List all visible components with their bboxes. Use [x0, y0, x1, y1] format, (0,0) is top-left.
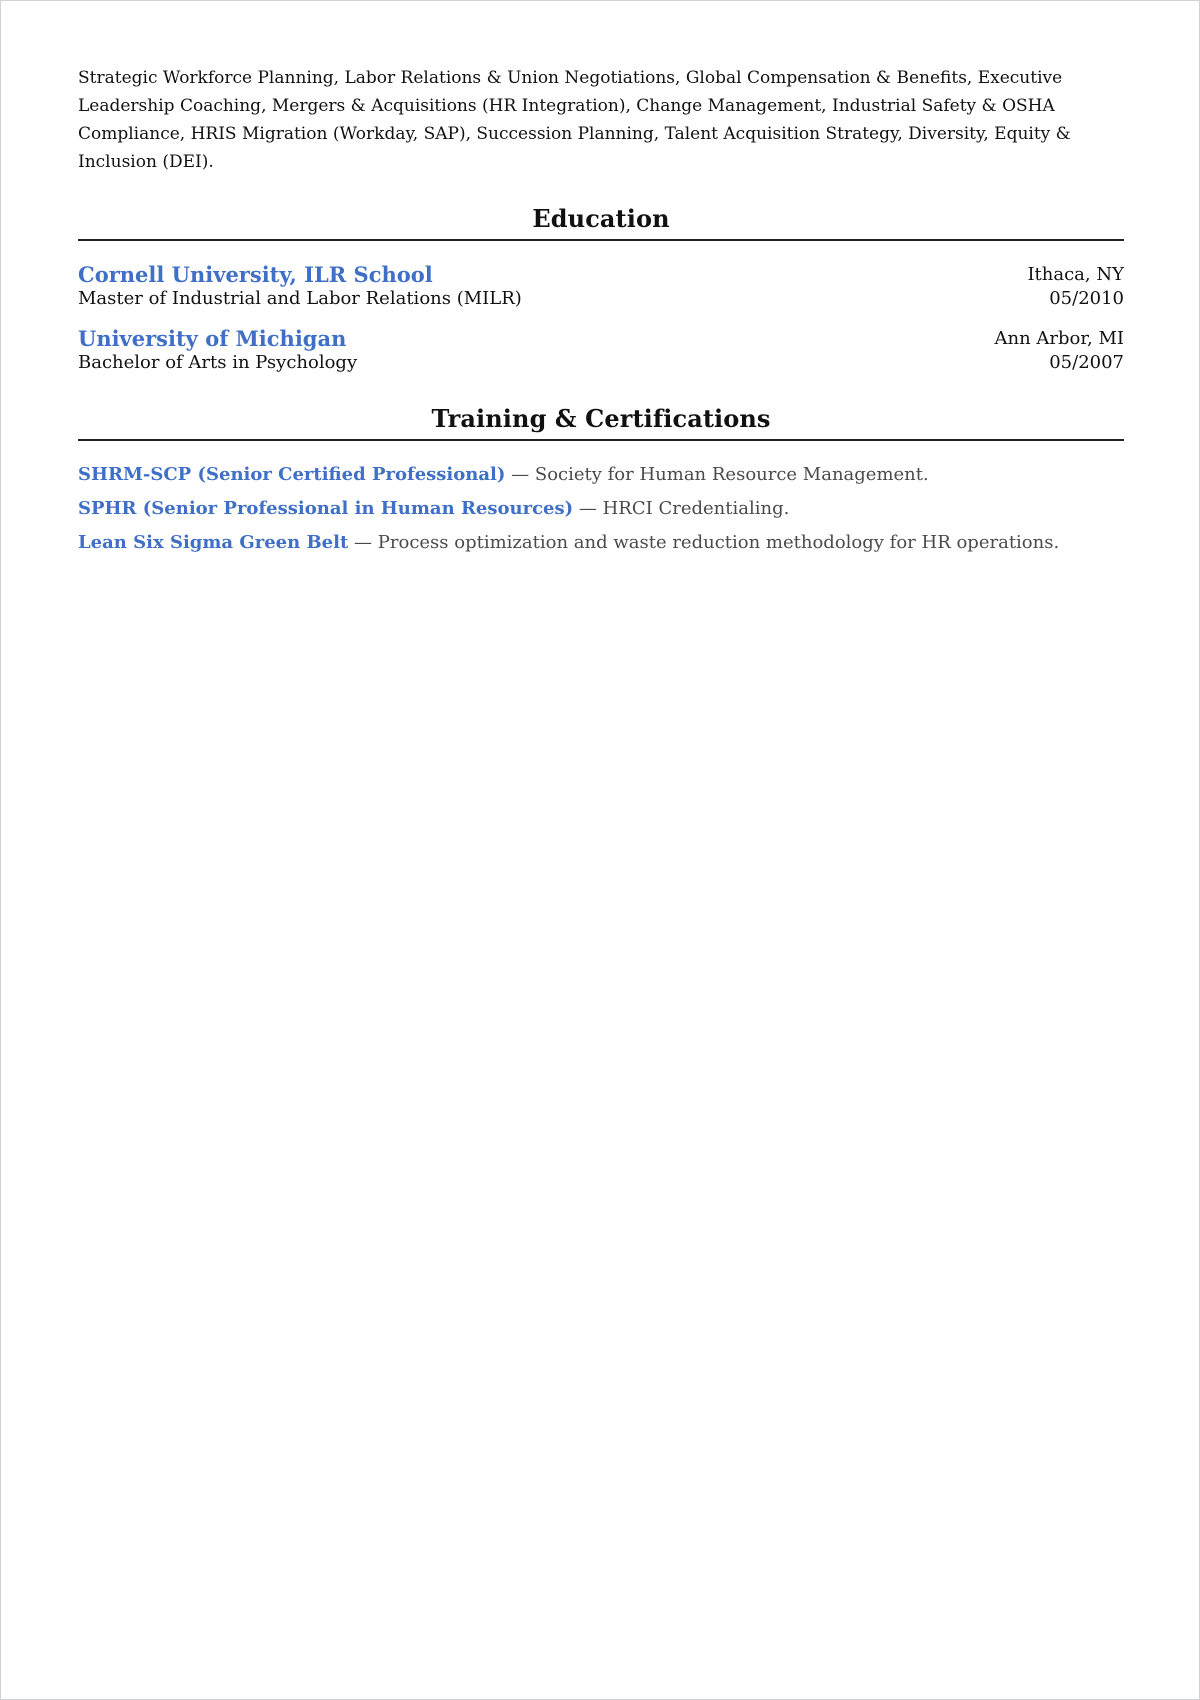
graduation-date: 05/2010 — [1049, 288, 1124, 309]
certifications-heading: Training & Certifications — [78, 404, 1124, 441]
certifications-list — [78, 463, 1124, 555]
certification-description: Society for Human Resource Management. — [534, 464, 929, 485]
certification-name: SHRM-SCP (Senior Certified Professional) — [78, 464, 506, 485]
education-entry — [78, 325, 1124, 374]
separator-dash: — — [578, 498, 597, 519]
education-heading: Education — [78, 204, 1124, 241]
school-name: University of Michigan — [78, 326, 347, 351]
education-entry — [78, 261, 1124, 310]
skills-summary: Strategic Workforce Planning, Labor Relations & Union Negotiations, Global Compensation & Benefits, Executive Leadership Coaching, Mergers & Acquisitions (HR Integration), Change Management, Industrial Safety & OSHA Compliance, HRIS Migration (Workday, SAP), Succession Planning, Talent Acquisition Strategy, Diversity, Equity & Inclusion (DEI). — [78, 68, 1071, 172]
certification-item — [78, 497, 1124, 521]
certification-name: Lean Six Sigma Green Belt — [78, 532, 349, 553]
certification-description: HRCI Credentialing. — [602, 498, 790, 519]
education-list — [78, 261, 1124, 374]
school-name: Cornell University, ILR School — [78, 262, 433, 287]
certification-item — [78, 531, 1124, 555]
school-location: Ann Arbor, MI — [994, 328, 1124, 349]
degree: Bachelor of Arts in Psychology — [78, 352, 358, 373]
separator-dash: — — [354, 532, 373, 553]
resume-content — [78, 61, 1124, 565]
certification-description: Process optimization and waste reduction methodology for HR operations. — [377, 532, 1060, 553]
school-location: Ithaca, NY — [1027, 264, 1124, 285]
graduation-date: 05/2007 — [1049, 352, 1124, 373]
separator-dash: — — [511, 464, 530, 485]
certification-item — [78, 463, 1124, 487]
certification-name: SPHR (Senior Professional in Human Resources) — [78, 498, 574, 519]
degree: Master of Industrial and Labor Relations (MILR) — [78, 288, 522, 309]
